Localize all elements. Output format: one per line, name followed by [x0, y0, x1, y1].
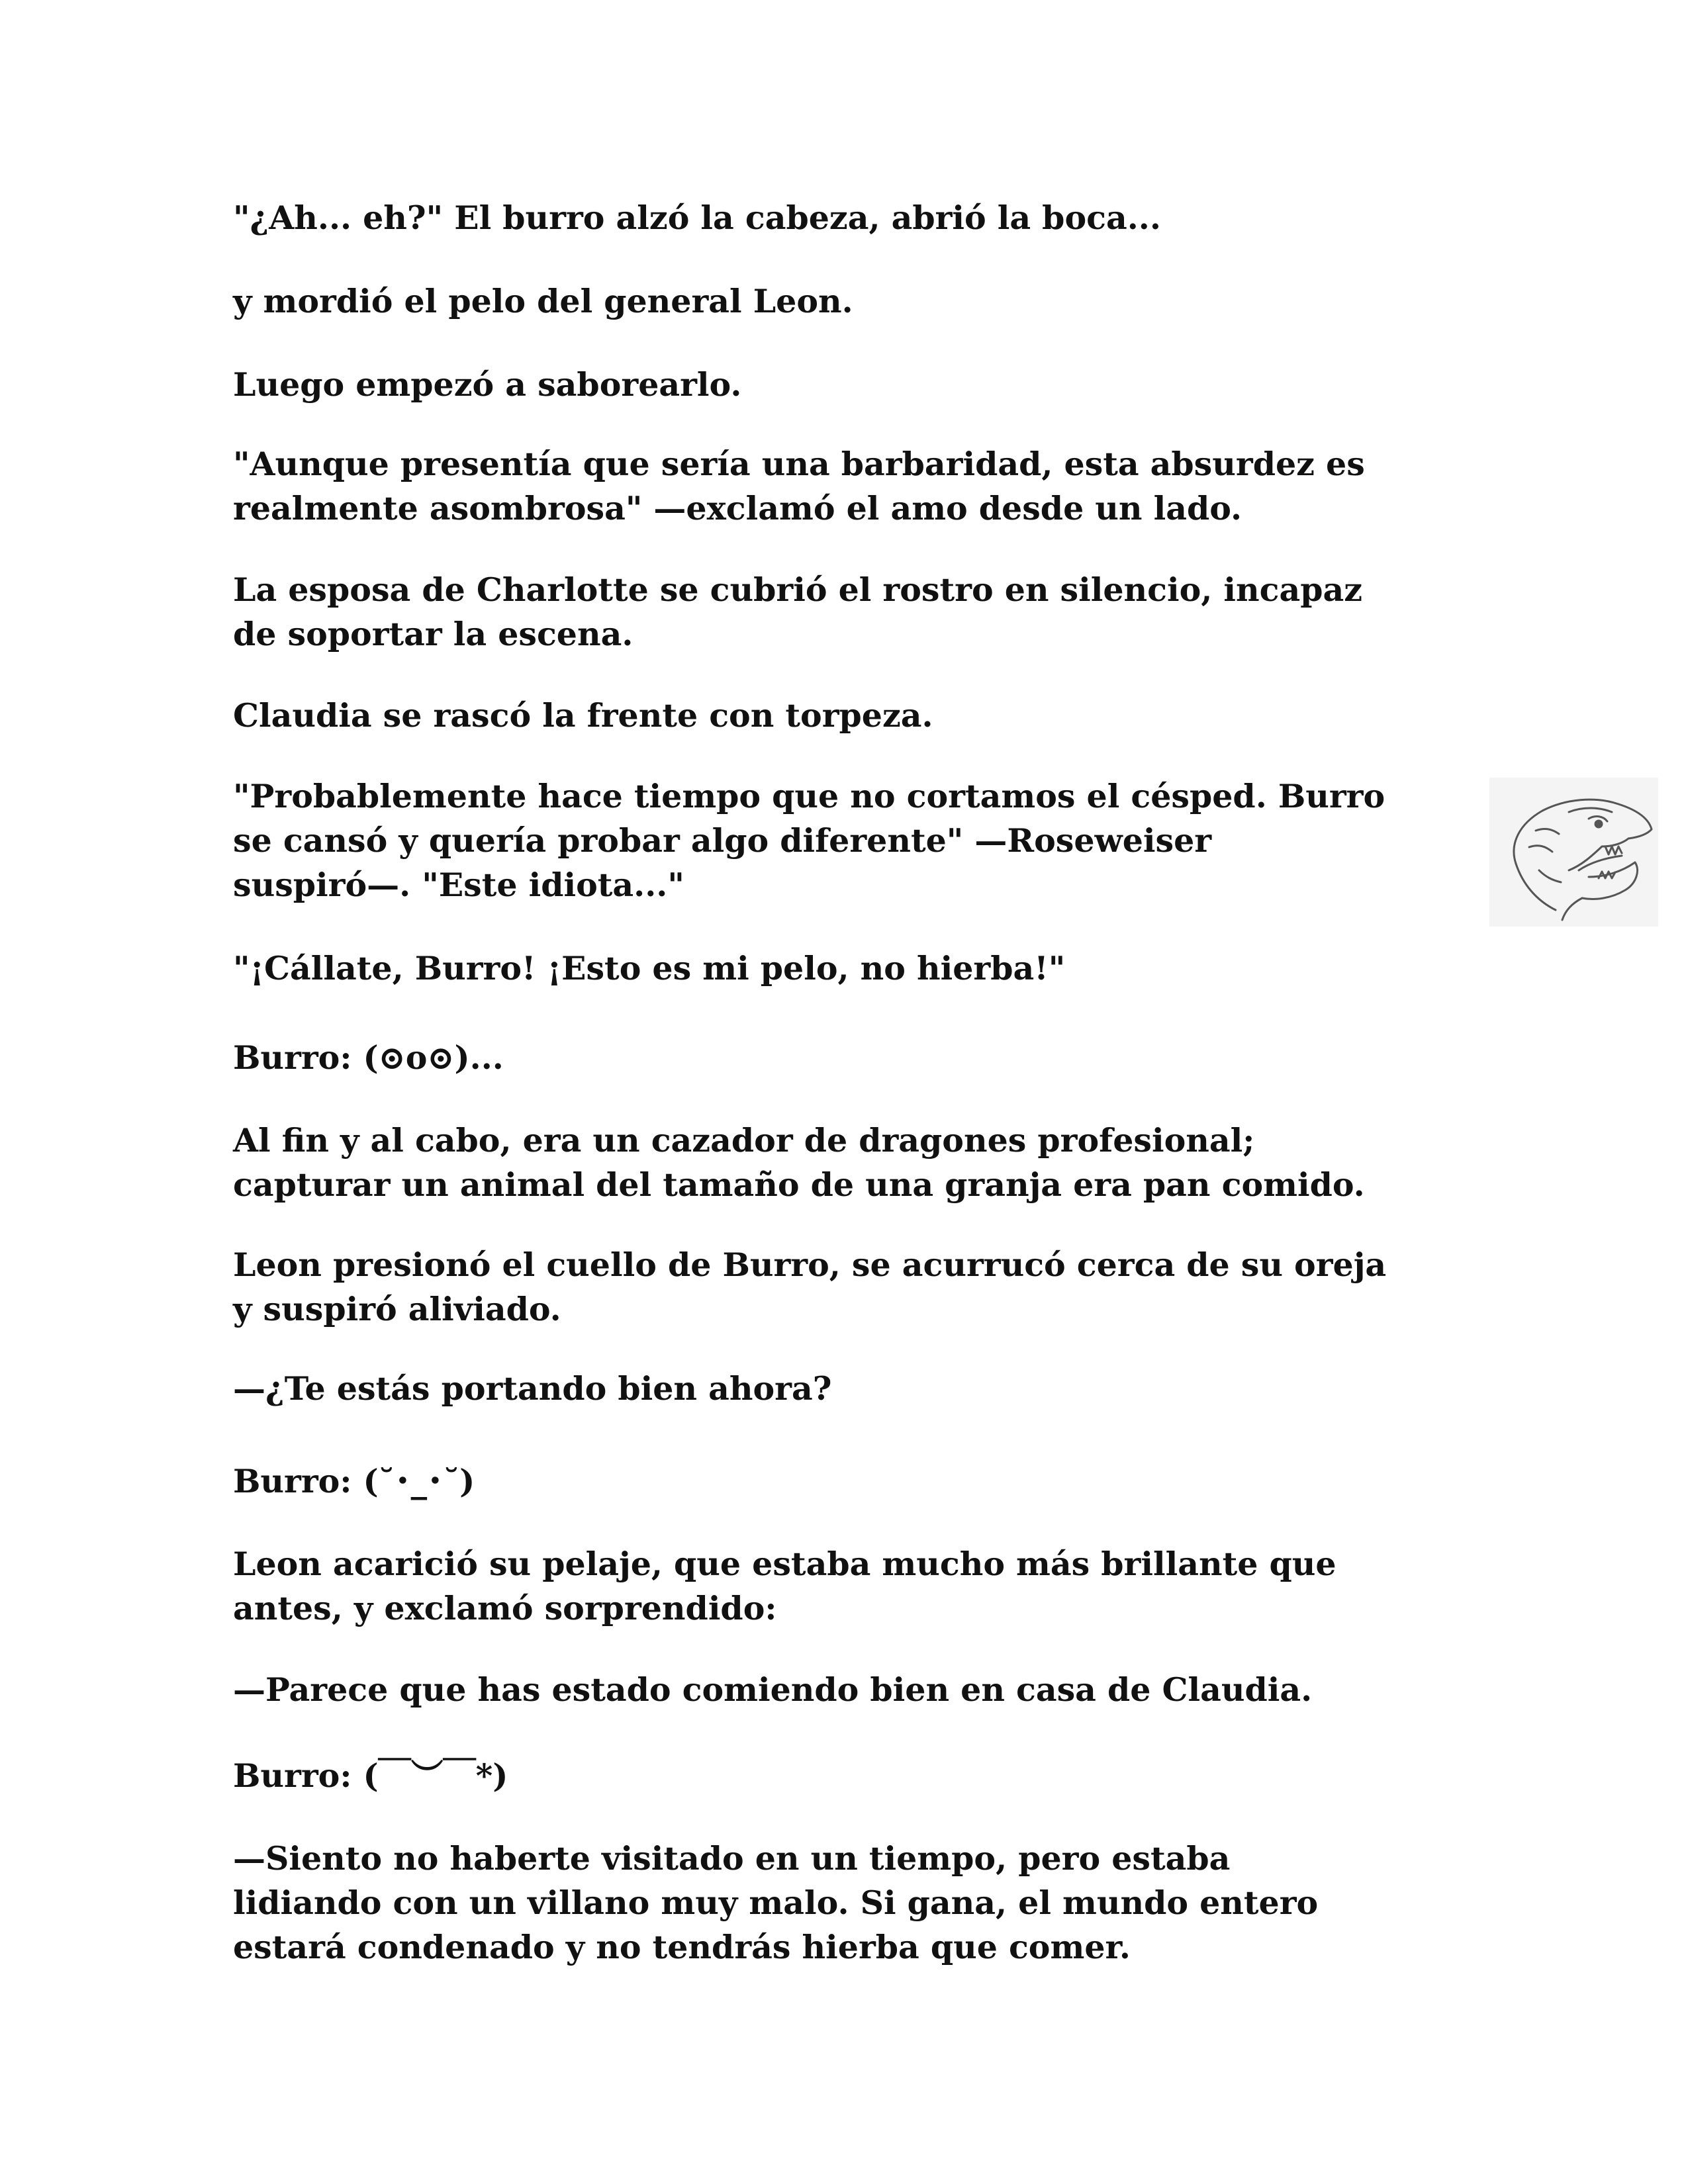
paragraph-11: Leon presionó el cuello de Burro, se acurrucó cerca de su oreja y suspiró aliviado.	[233, 1246, 1387, 1328]
paragraph-2: y mordió el pelo del general Leon.	[233, 282, 853, 320]
paragraph-17: —Siento no haberte visitado en un tiempo, pero estaba lidiando con un villano muy malo. Si gana, el mundo entero estará condenado y no tendrás hierba que comer.	[233, 1839, 1319, 1966]
paragraph-10: Al fin y al cabo, era un cazador de dragones profesional; capturar un animal del tamaño de una granja era pan comido.	[233, 1121, 1365, 1204]
paragraph-15: —Parece que has estado comiendo bien en casa de Claudia.	[233, 1670, 1313, 1709]
paragraph-14: Leon acarició su pelaje, que estaba mucho más brillante que antes, y exclamó sorprendido:	[233, 1545, 1336, 1627]
paragraph-16: Burro: (￣︶￣*)	[233, 1756, 508, 1795]
paragraph-12: —¿Te estás portando bien ahora?	[233, 1369, 832, 1408]
paragraph-8: "¡Cállate, Burro! ¡Esto es mi pelo, no hierba!"	[233, 949, 1066, 987]
paragraph-6: Claudia se rascó la frente con torpeza.	[233, 696, 933, 735]
dinosaur-head-icon	[1489, 778, 1658, 927]
paragraph-7: "Probablemente hace tiempo que no cortamos el césped. Burro se cansó y quería probar algo diferente" —Roseweiser suspiró—. "Este idiota..."	[233, 777, 1385, 904]
paragraph-4: "Aunque presentía que sería una barbaridad, esta absurdez es realmente asombrosa" —exclamó el amo desde un lado.	[233, 445, 1365, 527]
paragraph-3: Luego empezó a saborearlo.	[233, 365, 742, 404]
paragraph-9: Burro: (⊙o⊙)...	[233, 1038, 504, 1077]
paragraph-5: La esposa de Charlotte se cubrió el rostro en silencio, incapaz de soportar la escena.	[233, 570, 1363, 653]
paragraph-1: "¿Ah... eh?" El burro alzó la cabeza, abrió la boca...	[233, 199, 1161, 237]
paragraph-13: Burro: (˘･_･˘)	[233, 1462, 475, 1500]
